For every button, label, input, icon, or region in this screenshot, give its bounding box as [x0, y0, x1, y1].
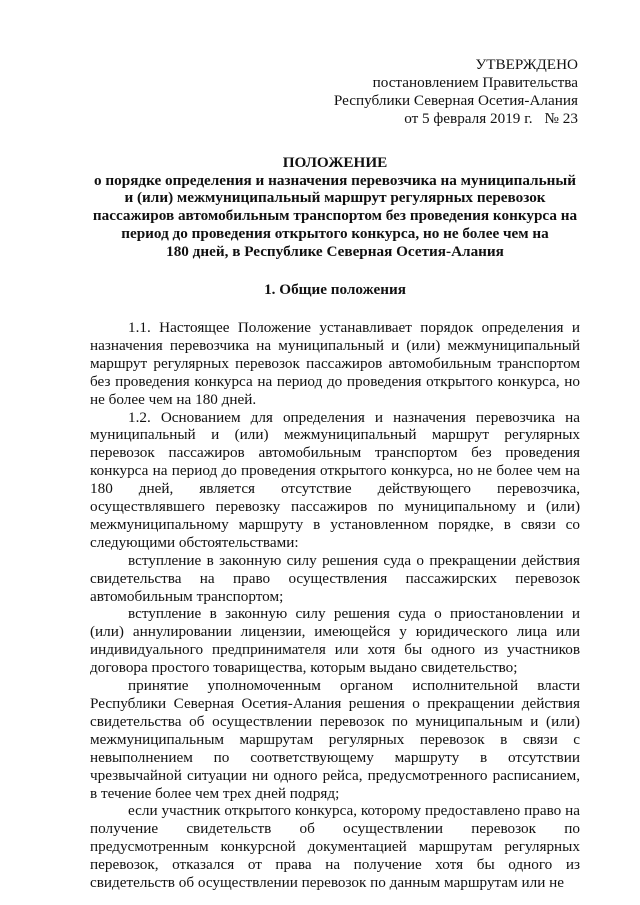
title-line: 180 дней, в Республике Северная Осетия-Алания [166, 243, 504, 261]
document-title [90, 154, 580, 261]
paragraph-1-1: 1.1. Настоящее Положение устанавливает порядок определения и назначения перевозчика на муниципальный и (или) межмуниципальный маршрут регулярных перевозок пассажиров автомобильным транспортом без проведения конкурса на период до проведения открытого конкурса, но не более чем на 180 дней. [90, 318, 580, 408]
approval-date: от 5 февраля 2019 г. [404, 109, 533, 127]
list-item-authority-decision: принятие уполномоченным органом исполнительной власти Республики Северная Осетия-Алания решения о прекращении действия свидетельства об осуществлении перевозок по муниципальным и (или) межмуниципальным маршрутам регулярных перевозок в связи с невыполнением по соответствующему маршруту в отсутствии чрезвычайной ситуации ни одного рейса, предусмотренного расписанием, в течение более чем трех дней подряд; [90, 677, 580, 802]
approval-block [90, 56, 578, 128]
approval-date-line [90, 110, 578, 128]
title-line: пассажиров автомобильным транспортом без проведения конкурса на [92, 207, 578, 225]
approval-republic: Республики Северная Осетия-Алания [333, 91, 578, 109]
title-line: период до проведения открытого конкурса, но не более чем на [121, 225, 549, 243]
approval-decree: постановлением Правительства [372, 73, 578, 91]
list-item-court-certificate: вступление в законную силу решения суда о прекращении действия свидетельства на право осуществления пассажирских перевозок автомобильным транспортом; [90, 551, 580, 605]
paragraph-1-2: 1.2. Основанием для определения и назначения перевозчика на муниципальный и (или) межмуниципальный маршрут регулярных перевозок пассажиров автомобильным транспортом без проведения конкурса на период до проведения открытого конкурса, но не более чем на 180 дней, является отсутствие действующего перевозчика, осуществлявшего перевозку пассажиров по муниципальному и (или) межмуниципальному маршруту в установленном порядке, в связи со следующими обстоятельствами: [90, 408, 580, 551]
title-heading: ПОЛОЖЕНИЕ [282, 153, 388, 171]
title-line: и (или) межмуниципальный маршрут регулярных перевозок [124, 189, 546, 207]
section-heading: 1. Общие положения [264, 281, 406, 299]
approval-number: № 23 [544, 109, 578, 127]
list-item-license-annulment: вступление в законную силу решения суда о приостановлении и (или) аннулировании лицензии, имеющейся у юридического лица или индивидуального предпринимателя или хотя бы одного из участников договора простого товарищества, которым выдано свидетельство; [90, 605, 580, 677]
approval-stamp: УТВЕРЖДЕНО [475, 56, 578, 73]
list-item-contest-refusal: если участник открытого конкурса, которому предоставлено право на получение свидетельств об осуществлении перевозок по предусмотренным конкурсной документацией маршрутам регулярных перевозок, отказался от права на получение хотя бы одного из свидетельств об осуществлении перевозок по данным маршрутам или не [90, 802, 580, 892]
title-line: о порядке определения и назначения перевозчика на муниципальный [94, 171, 576, 189]
